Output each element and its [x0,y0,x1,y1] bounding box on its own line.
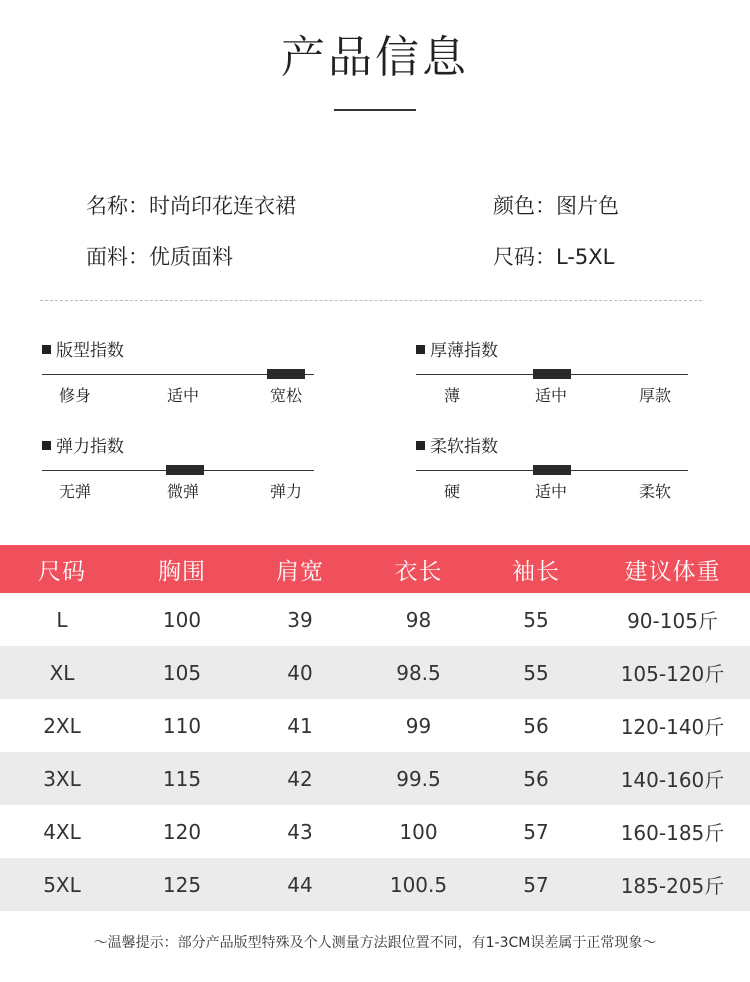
cell-bust: 115 [124,752,240,805]
index-softness-label-middle: 适中 [534,482,567,501]
cell-shoulder: 41 [287,713,313,738]
cell-size: 3XL [0,752,124,805]
info-fabric: 面料：优质面料 [86,245,233,269]
cell-weight: 160-185斤 [620,821,725,845]
index-thickness [416,340,690,420]
cell-bust: 100 [162,607,202,632]
table-row [0,646,750,699]
index-thickness-label-right: 厚款 [638,386,671,405]
index-softness-label-left: 硬 [443,482,460,501]
cell-length: 98 [405,607,432,632]
cell-shoulder: 42 [240,752,360,805]
table-row [0,699,750,752]
index-fit-label-middle: 适中 [166,386,199,405]
table-row [0,593,750,646]
header-weight: 建议体重 [595,545,750,593]
cell-sleeve: 57 [477,858,595,911]
index-softness [416,436,690,516]
table-row [0,858,750,911]
index-fit-title: 版型指数 [42,340,124,362]
index-softness-label-right: 柔软 [638,482,671,501]
index-softness-title: 柔软指数 [416,436,498,458]
cell-size: 5XL [0,858,124,911]
cell-weight: 90-105斤 [627,609,718,633]
bullet-square-icon [416,345,425,354]
cell-length: 98.5 [360,646,477,699]
index-elasticity-marker [166,465,204,475]
info-size: 尺码：L-5XL [493,245,615,269]
index-softness-marker [533,465,571,475]
index-thickness-label-left: 薄 [443,386,460,405]
cell-size: XL [0,646,124,699]
cell-size: L [56,607,68,632]
index-thickness-marker [533,369,571,379]
cell-sleeve: 55 [477,646,595,699]
cell-bust: 110 [162,713,202,738]
size-table [0,545,750,911]
index-elasticity-label-left: 无弹 [58,482,91,501]
cell-bust: 125 [124,858,240,911]
index-fit-label-left: 修身 [58,386,91,405]
cell-weight: 185-205斤 [595,858,750,911]
index-fit [42,340,316,420]
bullet-square-icon [42,441,51,450]
table-row [0,752,750,805]
cell-bust: 105 [124,646,240,699]
header-sleeve: 袖长 [477,545,595,593]
cell-sleeve: 56 [523,713,549,738]
cell-shoulder: 39 [287,607,313,632]
info-name: 名称：时尚印花连衣裙 [86,194,296,218]
bullet-square-icon [416,441,425,450]
index-elasticity-label-right: 弹力 [269,482,302,501]
bullet-square-icon [42,345,51,354]
header-shoulder: 肩宽 [240,545,360,593]
cell-bust: 120 [162,819,202,844]
cell-sleeve: 57 [523,819,549,844]
index-fit-marker [267,369,305,379]
title-underline [334,109,416,111]
index-thickness-label-middle: 适中 [534,386,567,405]
header-size: 尺码 [0,545,124,593]
cell-weight: 140-160斤 [595,752,750,805]
header-length: 衣长 [360,545,477,593]
index-elasticity [42,436,316,516]
footnote: ～温馨提示：部分产品版型特殊及个人测量方法跟位置不同，有1-3CM误差属于正常现象～ [93,935,657,951]
cell-length: 100.5 [360,858,477,911]
cell-length: 100 [399,819,438,844]
cell-length: 99.5 [360,752,477,805]
cell-shoulder: 40 [240,646,360,699]
cell-sleeve: 56 [477,752,595,805]
index-thickness-title: 厚薄指数 [416,340,498,362]
cell-shoulder: 43 [287,819,313,844]
index-elasticity-title: 弹力指数 [42,436,124,458]
header-bust: 胸围 [124,545,240,593]
cell-sleeve: 55 [523,607,549,632]
index-elasticity-label-middle: 微弹 [166,482,199,501]
cell-weight: 120-140斤 [620,715,725,739]
table-row [0,805,750,858]
size-table-header-row [0,545,750,593]
cell-length: 99 [405,713,432,738]
cell-size: 2XL [43,713,81,738]
cell-weight: 105-120斤 [595,646,750,699]
dashed-divider [40,300,702,301]
index-fit-label-right: 宽松 [269,386,302,405]
page-title: 产品信息 [281,32,469,83]
info-color: 颜色：图片色 [493,194,619,218]
cell-size: 4XL [43,819,81,844]
cell-shoulder: 44 [240,858,360,911]
